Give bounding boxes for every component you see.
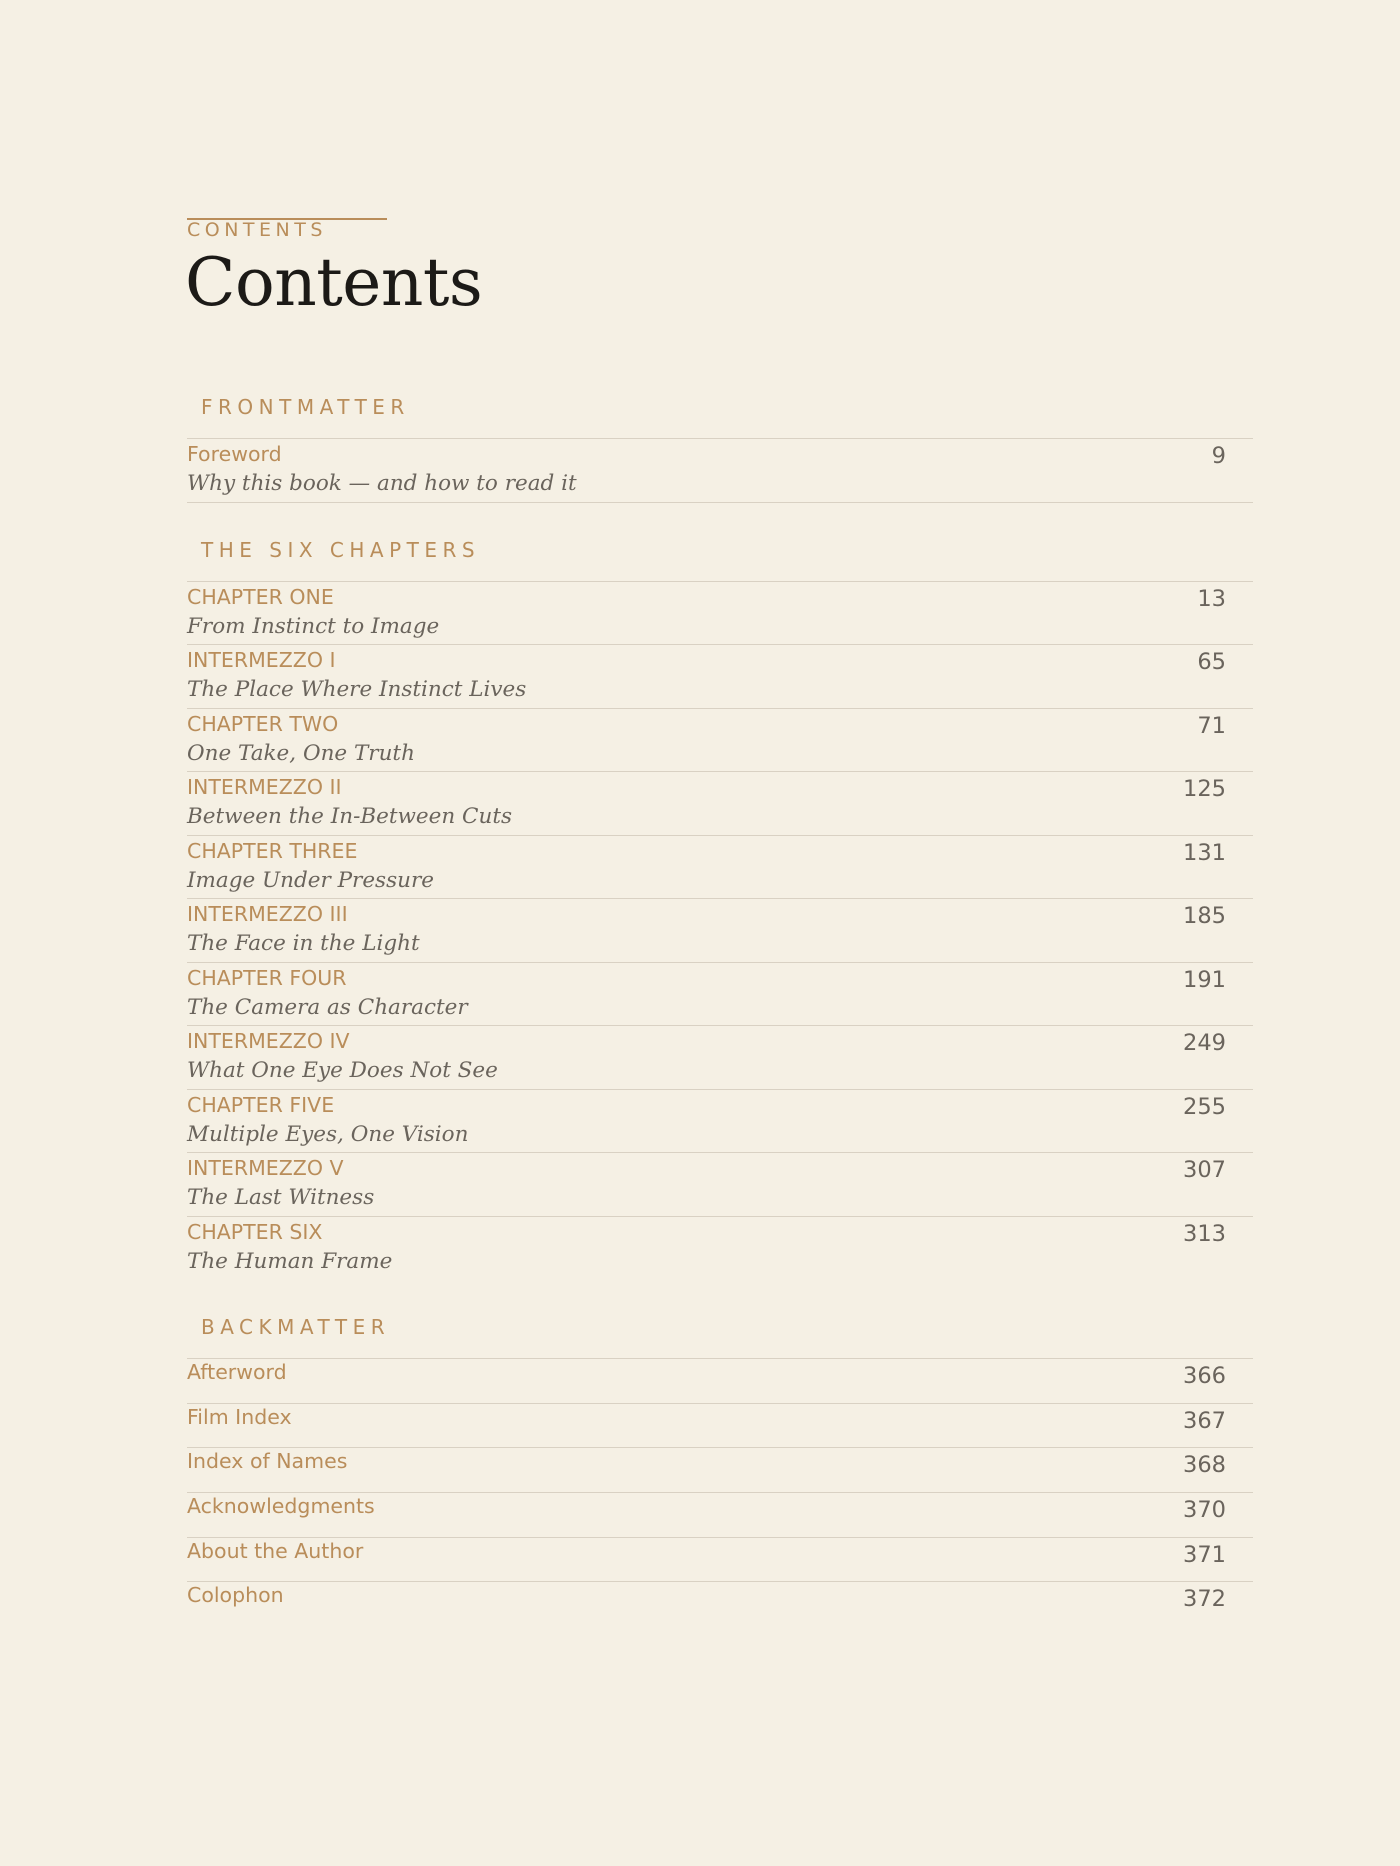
- entry-page-number: 249: [1183, 1030, 1226, 1056]
- section-heading-label: THE SIX CHAPTERS: [201, 537, 481, 562]
- entry-page-number: 191: [1183, 966, 1226, 993]
- section-heading-label: FRONTMATTER: [201, 395, 410, 419]
- toc-entry-index-of-names[interactable]: [187, 1448, 1253, 1493]
- section-heading-backmatter: [187, 1300, 1253, 1359]
- entry-subtitle: The Camera as Character: [187, 994, 468, 1020]
- entry-page-number: 131: [1183, 839, 1226, 866]
- entry-subtitle: Between the In-Between Cuts: [187, 804, 513, 829]
- entry-page-number: 370: [1183, 1497, 1226, 1524]
- entry-page-number: 368: [1183, 1452, 1226, 1479]
- entry-label: Foreword: [187, 442, 282, 466]
- entry-page-number: 65: [1197, 649, 1226, 675]
- entry-page-number: 371: [1183, 1541, 1226, 1568]
- toc-entry-chapter-six[interactable]: [187, 1217, 1253, 1281]
- toc-entry-chapter-one[interactable]: [187, 582, 1253, 646]
- entry-subtitle: One Take, One Truth: [187, 740, 415, 766]
- entry-page-number: 125: [1183, 776, 1226, 802]
- entry-subtitle: What One Eye Does Not See: [187, 1058, 498, 1083]
- entry-subtitle: The Last Witness: [187, 1185, 375, 1210]
- toc-entry-foreword[interactable]: [187, 439, 1253, 503]
- entry-page-number: 313: [1183, 1220, 1226, 1247]
- entry-subtitle: Image Under Pressure: [187, 867, 434, 893]
- entry-label: INTERMEZZO III: [187, 902, 348, 926]
- toc-entry-chapter-three[interactable]: [187, 836, 1253, 900]
- entry-label: INTERMEZZO V: [187, 1156, 344, 1180]
- toc-entry-intermezzo-1[interactable]: [187, 645, 1253, 709]
- eyebrow-label: CONTENTS: [187, 219, 327, 241]
- entry-subtitle: The Place Where Instinct Lives: [187, 677, 527, 702]
- entry-page-number: 9: [1211, 443, 1226, 469]
- entry-label: CHAPTER THREE: [187, 838, 358, 863]
- entry-page-number: 307: [1183, 1157, 1226, 1183]
- entry-label: CHAPTER FOUR: [187, 965, 347, 990]
- entry-label: About the Author: [187, 1538, 364, 1563]
- toc-entry-intermezzo-5[interactable]: [187, 1153, 1253, 1217]
- table-of-contents: [187, 380, 1253, 1627]
- entry-label: CHAPTER FIVE: [187, 1092, 335, 1117]
- toc-entry-intermezzo-2[interactable]: [187, 772, 1253, 836]
- entry-label: Index of Names: [187, 1449, 348, 1474]
- entry-page-number: 255: [1183, 1093, 1226, 1120]
- entry-label: Film Index: [187, 1404, 292, 1429]
- page-title: Contents: [185, 244, 483, 321]
- entry-label: Afterword: [187, 1360, 287, 1384]
- toc-entry-chapter-five[interactable]: [187, 1090, 1253, 1154]
- toc-entry-colophon[interactable]: [187, 1582, 1253, 1627]
- entry-subtitle: The Human Frame: [187, 1248, 393, 1274]
- toc-entry-intermezzo-4[interactable]: [187, 1026, 1253, 1090]
- entry-page-number: 185: [1183, 903, 1226, 929]
- entry-subtitle: Why this book — and how to read it: [187, 471, 577, 496]
- entry-label: Acknowledgments: [187, 1494, 375, 1519]
- entry-label: INTERMEZZO I: [187, 648, 336, 672]
- toc-entry-chapter-two[interactable]: [187, 709, 1253, 773]
- toc-entry-afterword[interactable]: [187, 1359, 1253, 1404]
- entry-page-number: 366: [1183, 1363, 1226, 1389]
- entry-page-number: 13: [1197, 585, 1226, 612]
- section-heading-label: BACKMATTER: [201, 1315, 391, 1339]
- entry-label: CHAPTER ONE: [187, 584, 334, 609]
- entry-label: Colophon: [187, 1583, 284, 1608]
- entry-label: CHAPTER TWO: [187, 711, 339, 736]
- entry-page-number: 367: [1183, 1407, 1226, 1434]
- entry-page-number: 372: [1183, 1586, 1226, 1613]
- toc-entry-intermezzo-3[interactable]: [187, 899, 1253, 963]
- toc-entry-acknowledgments[interactable]: [187, 1493, 1253, 1538]
- entry-subtitle: The Face in the Light: [187, 931, 420, 956]
- entry-subtitle: Multiple Eyes, One Vision: [187, 1121, 469, 1147]
- section-heading-chapters: [187, 523, 1253, 582]
- entry-label: CHAPTER SIX: [187, 1219, 323, 1244]
- toc-entry-chapter-four[interactable]: [187, 963, 1253, 1027]
- toc-entry-about-the-author[interactable]: [187, 1538, 1253, 1583]
- entry-page-number: 71: [1197, 712, 1226, 739]
- entry-subtitle: From Instinct to Image: [187, 613, 440, 639]
- toc-entry-film-index[interactable]: [187, 1404, 1253, 1449]
- section-heading-frontmatter: [187, 380, 1253, 439]
- entry-label: INTERMEZZO II: [187, 775, 342, 799]
- entry-label: INTERMEZZO IV: [187, 1029, 350, 1053]
